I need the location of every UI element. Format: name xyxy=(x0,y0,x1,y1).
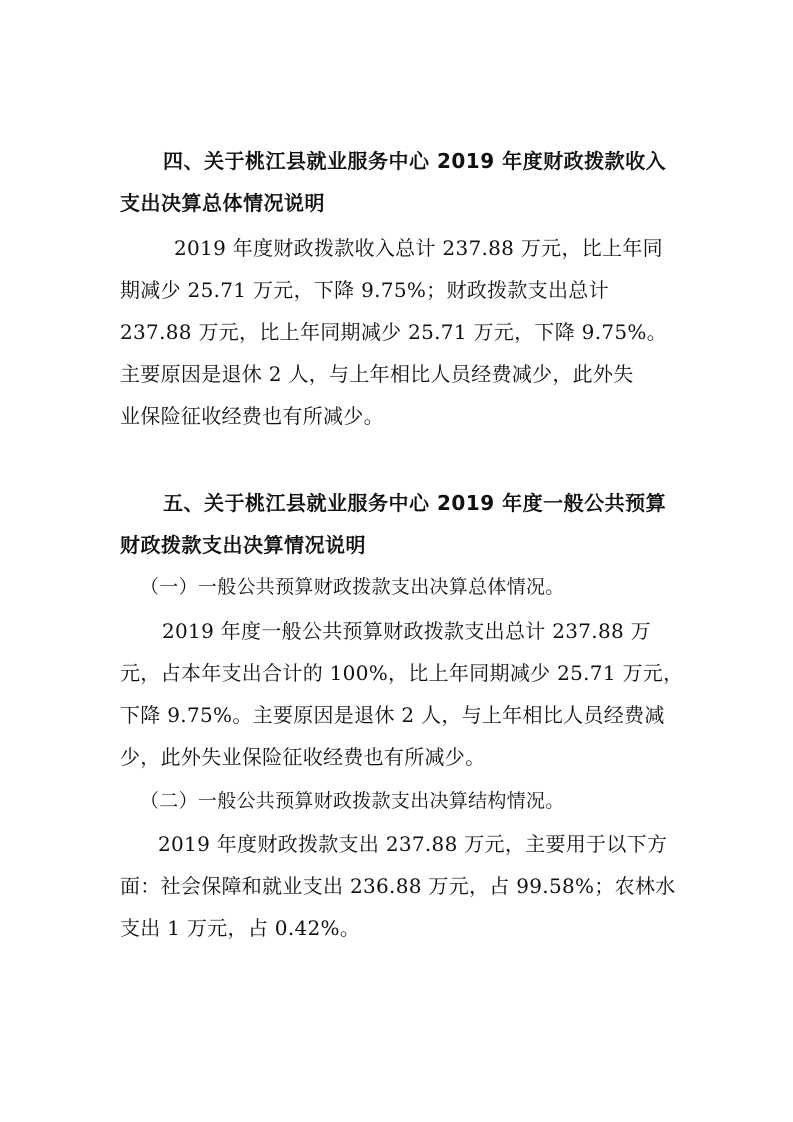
section4-para-line: 业保险征收经费也有所减少。 xyxy=(120,404,384,428)
section4-heading-line2: 支出决算总体情况说明 xyxy=(120,191,325,215)
section5-sub1-title: （一）一般公共预算财政拨款支出决算总体情况。 xyxy=(140,576,565,598)
section5-sub2-para-line: 支出 1 万元，占 0.42%。 xyxy=(120,916,361,940)
section4-para-line: 237.88 万元，比上年同期减少 25.71 万元，下降 9.75%。 xyxy=(120,320,668,344)
section4-para-line: 期减少 25.71 万元，下降 9.75%；财政拨款支出总计 xyxy=(120,278,609,302)
section5-sub1-para-line: 元，占本年支出合计的 100%，比上年同期减少 25.71 万元， xyxy=(120,661,684,685)
section5-sub1-para-line: 下降 9.75%。主要原因是退休 2 人，与上年相比人员经费减 xyxy=(120,703,665,727)
section5-sub2-para-line: 2019 年度财政拨款支出 237.88 万元，主要用于以下方 xyxy=(158,832,668,856)
section4-para-line: 主要原因是退休 2 人，与上年相比人员经费减少，此外失 xyxy=(120,362,634,386)
section5-heading-line1: 五、关于桃江县就业服务中心 2019 年度一般公共预算 xyxy=(163,491,667,515)
section5-sub2-title: （二）一般公共预算财政拨款支出决算结构情况。 xyxy=(140,790,565,812)
section4-heading-line1: 四、关于桃江县就业服务中心 2019 年度财政拨款收入 xyxy=(163,149,667,173)
section5-sub1-para-line: 少，此外失业保险征收经费也有所减少。 xyxy=(120,745,486,769)
section4-para-line: 2019 年度财政拨款收入总计 237.88 万元，比上年同 xyxy=(174,236,663,260)
section5-sub1-para-line: 2019 年度一般公共预算财政拨款支出总计 237.88 万 xyxy=(162,619,651,643)
section5-heading-line2: 财政拨款支出决算情况说明 xyxy=(120,533,366,557)
section5-sub2-para-line: 面：社会保障和就业支出 236.88 万元，占 99.58%；农林水 xyxy=(120,874,676,898)
